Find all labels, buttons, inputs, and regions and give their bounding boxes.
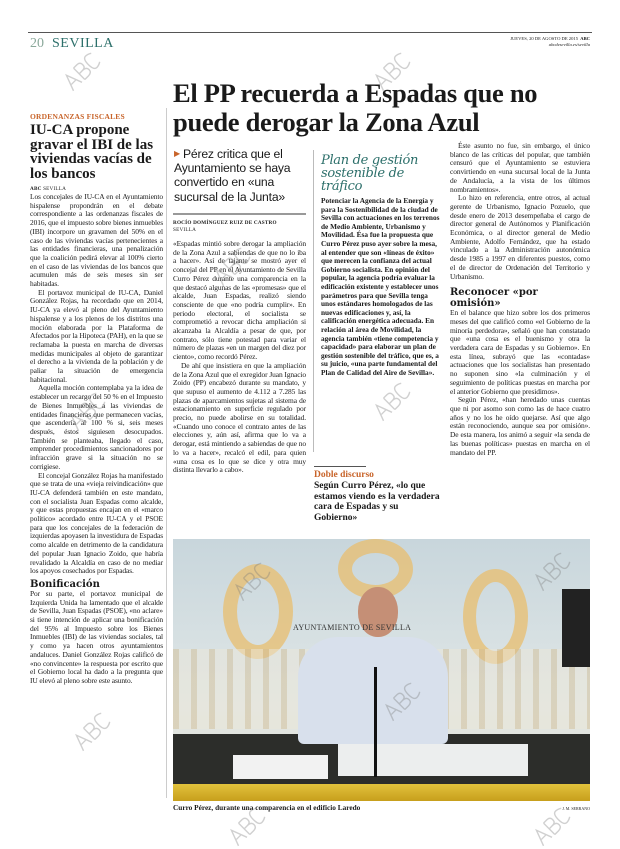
section-title: SEVILLA (52, 36, 114, 51)
abc-watermark-logo (59, 48, 106, 95)
main-byline: ROCÍO DOMÍNGUEZ RUIZ DE CASTRO (173, 220, 277, 226)
abc-watermark-logo (69, 708, 116, 755)
tv-screen (562, 589, 590, 667)
main-subhead: Reconocer «por omisión» (450, 287, 538, 310)
pullquote-text: Según Curro Pérez, «lo que estamos viendo es la verdadera cara de Espadas y su Gobierno» (314, 481, 440, 523)
top-rule (28, 32, 592, 33)
main-body-4 (450, 309, 590, 457)
papers (338, 744, 528, 776)
paragraph: Los concejales de IU-CA en el Ayuntamiento hispalense propondrán en el debate correspondiente a las ordenanzas fiscales de 2016, que el impuesto sobre bienes inmuebles (IBI) incorpore un gravamen del 50% en el caso de las viviendas vacías pertenecientes a las entidades financieras, una penalización que la coalición pedirá elevar al 100% cierto en el caso de las viviendas de los bancos que acumulen más de seis meses sin ser habitadas. (30, 192, 163, 289)
date: JUEVES, 20 DE AGOSTO DE 2015 (510, 36, 578, 41)
sidebar-title: Plan de gestión sostenible de tráfico (321, 153, 419, 194)
paragraph: Aquella moción contemplaba ya la idea de establecer un recargo del 50 % en el Impuesto de Bienes Inmuebles a las viviendas de entidades financieras que permanecen vacías, que ascendería al 100 % si, seis meses después, éstos siguiesen desocupados. También se planteaba, llegado el caso, emprender procedimientos sancionadores por infracción grave si la situación no se corrigiese. (30, 383, 163, 471)
paragraph: El portavoz municipal de IU-CA, Daniel González Rojas, ha recordado que en 2014, IU-CA ya elevó al pleno del Ayuntamiento hispalense y a los plenos de los distritos una moción elaborada por la Plataforma de Afectados por la Hipoteca (PAH), en la que se reclamaba la puesta en marcha de diversas medidas municipales al objeto de garantizar el derecho a la vivienda de la población y de paliar la situación de emergencia habitacional. (30, 287, 163, 384)
page-number: 20 (30, 36, 44, 51)
paragraph: En el balance que hizo sobre los dos primeros meses del que calificó como «el Gobierno de la minoría perdedora», señaló que han constatado que «una cosa es el buenismo y otra la verdadera cara de Espadas y su Gobierno». En esta línea, subrayó que las «contadas» actuaciones que los socialistas han presentado no suponen sino «la culminación y el seguimiento de políticas puestas en marcha por el anterior Gobierno que presidimos». (450, 308, 590, 396)
main-headline: El PP recuerda a Espadas que no puede derogar la Zona Azul (173, 78, 538, 137)
side-kicker: ORDENANZAS FISCALES (30, 112, 125, 121)
site-url[interactable]: abcdesevilla.es/sevilla (548, 42, 590, 47)
desk-front (173, 784, 590, 801)
person-shirt (298, 637, 448, 744)
paragraph: El concejal González Rojas ha manifestado que se trata de una «vieja reivindicación» que IU-CA defenderá también en este mandato, con el socialista Juan Espadas como alcalde, y que estas propuestas encajan en el «marco político» acordado entre IU-CA y el PSOE para que los concejales de la federación de izquierdas apoyasen la investidura de Espadas como alcalde en detrimento de la candidatura del popular Juan Ignacio Zoido, que habría revalidado la Alcaldía en caso de no mediar los apoyos cosechados por Espadas. (30, 470, 163, 576)
side-body-2 (30, 590, 163, 686)
sidebar-box (313, 150, 444, 452)
photo-caption: Curro Pérez, durante una comparencia en el edificio Laredo (173, 803, 361, 812)
side-article (30, 186, 163, 686)
pullquote-kicker: Doble discurso (314, 470, 374, 480)
main-byline-place: SEVILLA (173, 227, 197, 233)
deck-text: Pérez critica que el Ayuntamiento se haya convertido en «una sucursal de la Junta» (174, 147, 291, 204)
sidebar-text: Potenciar la Agencia de la Energía y para la Sostenibilidad de la ciudad de Sevilla con actuaciones en los terrenos de Medio Ambiente, Urbanismo y Movilidad. Ésa fue la propuesta que Curro Pérez puso ayer sobre la mesa, al entender que son «líneas de éxito» que merecen la confianza del actual Gobierno socialista. En opinión del popular, la agencia podría evaluar la edificación existente y establecer unos parámetros para que Sevilla tenga unos estándares homologados de las nuevas edificaciones y, así, la calificación energética adecuada. En relación al área de Movilidad, la agencia también «tiene competencia y capacidad» para elaborar un plan de gestión sostenible del tráfico, que es, a su juicio, «una parte fundamental del Plan de Calidad del Aire de Sevilla». (321, 196, 440, 377)
column-divider (166, 108, 167, 798)
paragraph: Éste asunto no fue, sin embargo, el único blanco de las críticas del popular, que también censuró que el Ayuntamiento se estuviera convirtiendo en «una sucursal local de la Junta de Andalucía, a la vista de los últimos nombramientos». (450, 141, 590, 194)
microphone (374, 667, 377, 777)
main-deck (174, 147, 306, 204)
side-headline: IU-CA propone gravar el IBI de las viviendas vacías de los bancos (30, 122, 154, 182)
pullquote-rule (314, 466, 366, 467)
masthead-date (510, 36, 590, 48)
papers (233, 755, 328, 779)
pullquote (314, 466, 442, 523)
main-col-1 (173, 220, 306, 475)
paragraph: De ahí que insistiera en que la ampliación de la Zona Azul que el exregidor Juan Ignacio Zoido (PP) encabezó durante su mandato, y que supuso el aumento de 4.112 a 7.285 las plazas de aparcamientos sujetas al sistema de estacionamiento en superficie regulado por precio, no puede abolirse en su totalidad. «Cuando uno conoce el contrato antes de las elecciones y, aún así, afirma que lo va a derogar, está mintiendo a sabiendas de que no lo va a hacer», recalcó el edil, para quien «una cosa es lo que se dice y otra muy distinta llevarlo a cabo». (173, 360, 306, 475)
main-body-3 (450, 142, 590, 281)
paragraph: Lo hizo en referencia, entre otros, al actual gerente de Urbanismo, Ignacio Pozuelo, que desde enero de 2013 desempeñaba el cargo de director general de Autónomos y Planificación Económica, o al director general de Medio Ambiente, Adolfo Fernández, que ha estado vinculado a la Administración autonómica desde 1985 a 1997 en diferentes puestos, como el de director de Ordenación del Territorio y Urbanismo. (450, 193, 590, 281)
brand: ABC (580, 36, 590, 41)
side-body (30, 193, 163, 576)
paragraph: Por su parte, el portavoz municipal de Izquierda Unida ha lamentado que el alcalde de Sevilla, Juan Espadas (PSOE), «no aclare» si tiene intención de aplicar una bonificación del 95% al Impuesto sobre los Bienes Inmuebles (IBI) de las viviendas sociales, tal y como ya hacen otros ayuntamientos andaluces. Daniel González Rojas calificó de «no convincente» la respuesta por escrito que el Gobierno local ha dado a la pregunta que IU elevó al pleno sobre este asunto. (30, 588, 163, 685)
photo-credit: J. M. SERRANO (562, 806, 590, 811)
deck-rule (173, 213, 306, 215)
triangle-bullet-icon: ▶ (174, 149, 180, 158)
byline-brand: ABC (30, 186, 42, 192)
main-body-1 (173, 240, 306, 475)
paragraph: Según Pérez, «han heredado unas cuentas que ni por asomo son como las de hace cuatro años y no los he oído quejarse. Así que algo están reconociendo, aunque sea por omisión». De esta manera, los animó a seguir «la senda de las buenas políticas» puestas en marcha en el mandato del PP. (450, 395, 590, 457)
paragraph: «Espadas mintió sobre derogar la ampliación de la Zona Azul a sabiendas de que no lo iba a hacer». Así de tajante se mostró ayer el concejal del PP en el Ayuntamiento de Sevilla Curro Pérez durante una comparencia en la que destacó algunas de las «promesas» que el alcalde, Juan Espadas, realizó siendo consciente de que «no podría cumplir». En periodo electoral, el socialista se comprometió a revocar dicha ampliación si alcanzaba la Alcaldía a pesar de que, por contrato, sólo tiene potestad para variar el número de plazas «en un margen del diez por ciento», como recordó Pérez. (173, 239, 306, 362)
byline-place: SEVILLA (43, 186, 67, 192)
backdrop-sign: AYUNTAMIENTO DE SEVILLA (293, 623, 412, 632)
logo-loop (223, 564, 293, 659)
main-col-3 (450, 142, 590, 457)
side-subhead: Bonificación (30, 578, 100, 590)
news-photo (173, 539, 590, 801)
